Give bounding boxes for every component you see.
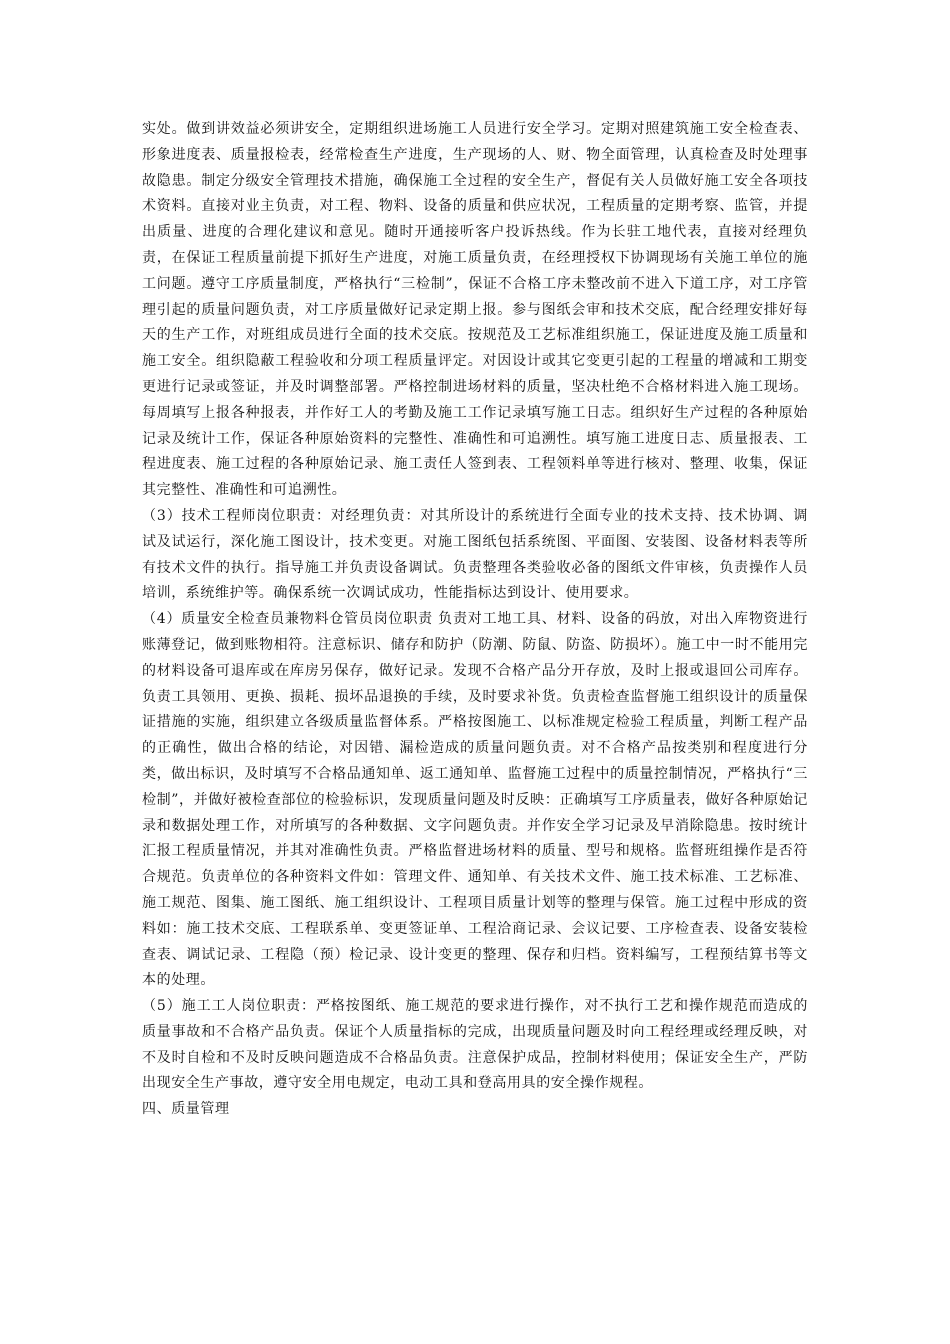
section-heading-quality-management: 四、质量管理 — [142, 1101, 230, 1118]
paragraph-quality-inspector-duties: （4）质量安全检查员兼物料仓管员岗位职责 负责对工地工具、材料、设备的码放，对出入库物资进行账薄登记，做到账物相符。注意标识、储存和防护（防潮、防鼠、防盗、防损坏）。施工中一时不能用完的材料设备可退库或在库房另保存，做好记录。发现不合格产品分开存放，及时上报或退回公司库存。负责工具领用、更换、损耗、损坏品退换的手续，及时要求补货。负责检查监督施工组织设计的质量保证措施的实施，组织建立各级质量监督体系。严格按图施工、以标准规定检验工程质量，判断工程产品的正确性，做出合格的结论，对因错、漏检造成的质量问题负责。对不合格产品按类别和程度进行分类，做出标识，及时填写不合格品通知单、返工通知单、监督施工过程中的质量控制情况，严格执行“三检制”，并做好被检查部位的检验标识，发现质量问题及时反映：正确填写工序质量表，做好各种原始记录和数据处理工作，对所填写的各种数据、文字问题负责。并作安全学习记录及早消除隐患。按时统计汇报工程质量情况，并其对准确性负责。严格监督进场材料的质量、型号和规格。监督班组操作是否符合规范。负责单位的各种资料文件如：管理文件、通知单、有关技术文件、施工技术标准、工艺标准、施工规范、图集、施工图纸、施工组织设计、工程项目质量计划等的整理与保管。施工过程中形成的资料如：施工技术交底、工程联系单、变更签证单、工程洽商记录、会议记要、工序检查表、设备安装检查表、调试记录、工程隐（预）检记录、设计变更的整理、保存和归档。资料编写，工程预结算书等文本的处理。 — [142, 611, 808, 989]
paragraph-site-representative-duties: 实处。做到讲效益必须讲安全，定期组织进场施工人员进行安全学习。定期对照建筑施工安全检查表、形象进度表、质量报检表，经常检查生产进度，生产现场的人、财、物全面管理，认真检查及时处理事故隐患。制定分级安全管理技术措施，确保施工全过程的安全生产，督促有关人员做好施工安全各项技术资料。直接对业主负责，对工程、物料、设备的质量和供应状况，工程质量的定期考察、监管，并提出质量、进度的合理化建议和意见。随时开通接听客户投诉热线。作为长驻工地代表，直接对经理负责，在保证工程质量前提下抓好生产进度，对施工质量负责，在经理授权下协调现场有关施工单位的施工问题。遵守工序质量制度，严格执行“三检制”，保证不合格工序未整改前不进入下道工序，对工序管理引起的质量问题负责，对工序质量做好记录定期上报。参与图纸会审和技术交底，配合经理安排好每天的生产工作，对班组成员进行全面的技术交底。按规范及工艺标准组织施工，保证进度及施工质量和施工安全。组织隐蔽工程验收和分项工程质量评定。对因设计或其它变更引起的工程量的增减和工期变更进行记录或签证，并及时调整部署。严格控制进场材料的质量，坚决杜绝不合格材料进入施工现场。每周填写上报各种报表，并作好工人的考勤及施工工作记录填写施工日志。组织好生产过程的各种原始记录及统计工作，保证各种原始资料的完整性、准确性和可追溯性。填写施工进度日志、质量报表、工程进度表、施工过程的各种原始记录、施工责任人签到表、工程领料单等进行核对、整理、收集，保证其完整性、准确性和可追溯性。 — [142, 121, 808, 499]
paragraph-technical-engineer-duties: （3）技术工程师岗位职责：对经理负责：对其所设计的系统进行全面专业的技术支持、技术协调、调试及试运行，深化施工图设计，技术变更。对施工图纸包括系统图、平面图、安装图、设备材料表等所有技术文件的执行。指导施工并负责设备调试。负责整理各类验收必备的图纸文件审核，负责操作人员培训，系统维护等。确保系统一次调试成功，性能指标达到设计、使用要求。 — [142, 507, 808, 602]
document-body — [142, 117, 808, 1123]
paragraph-construction-worker-duties: （5）施工工人岗位职责：严格按图纸、施工规范的要求进行操作，对不执行工艺和操作规范而造成的质量事故和不合格产品负责。保证个人质量指标的完成，出现质量问题及时向工程经理或经理反映，对不及时自检和不及时反映问题造成不合格品负责。注意保护成品，控制材料使用；保证安全生产，严防出现安全生产事故，遵守安全用电规定，电动工具和登高用具的安全操作规程。 — [142, 998, 808, 1092]
